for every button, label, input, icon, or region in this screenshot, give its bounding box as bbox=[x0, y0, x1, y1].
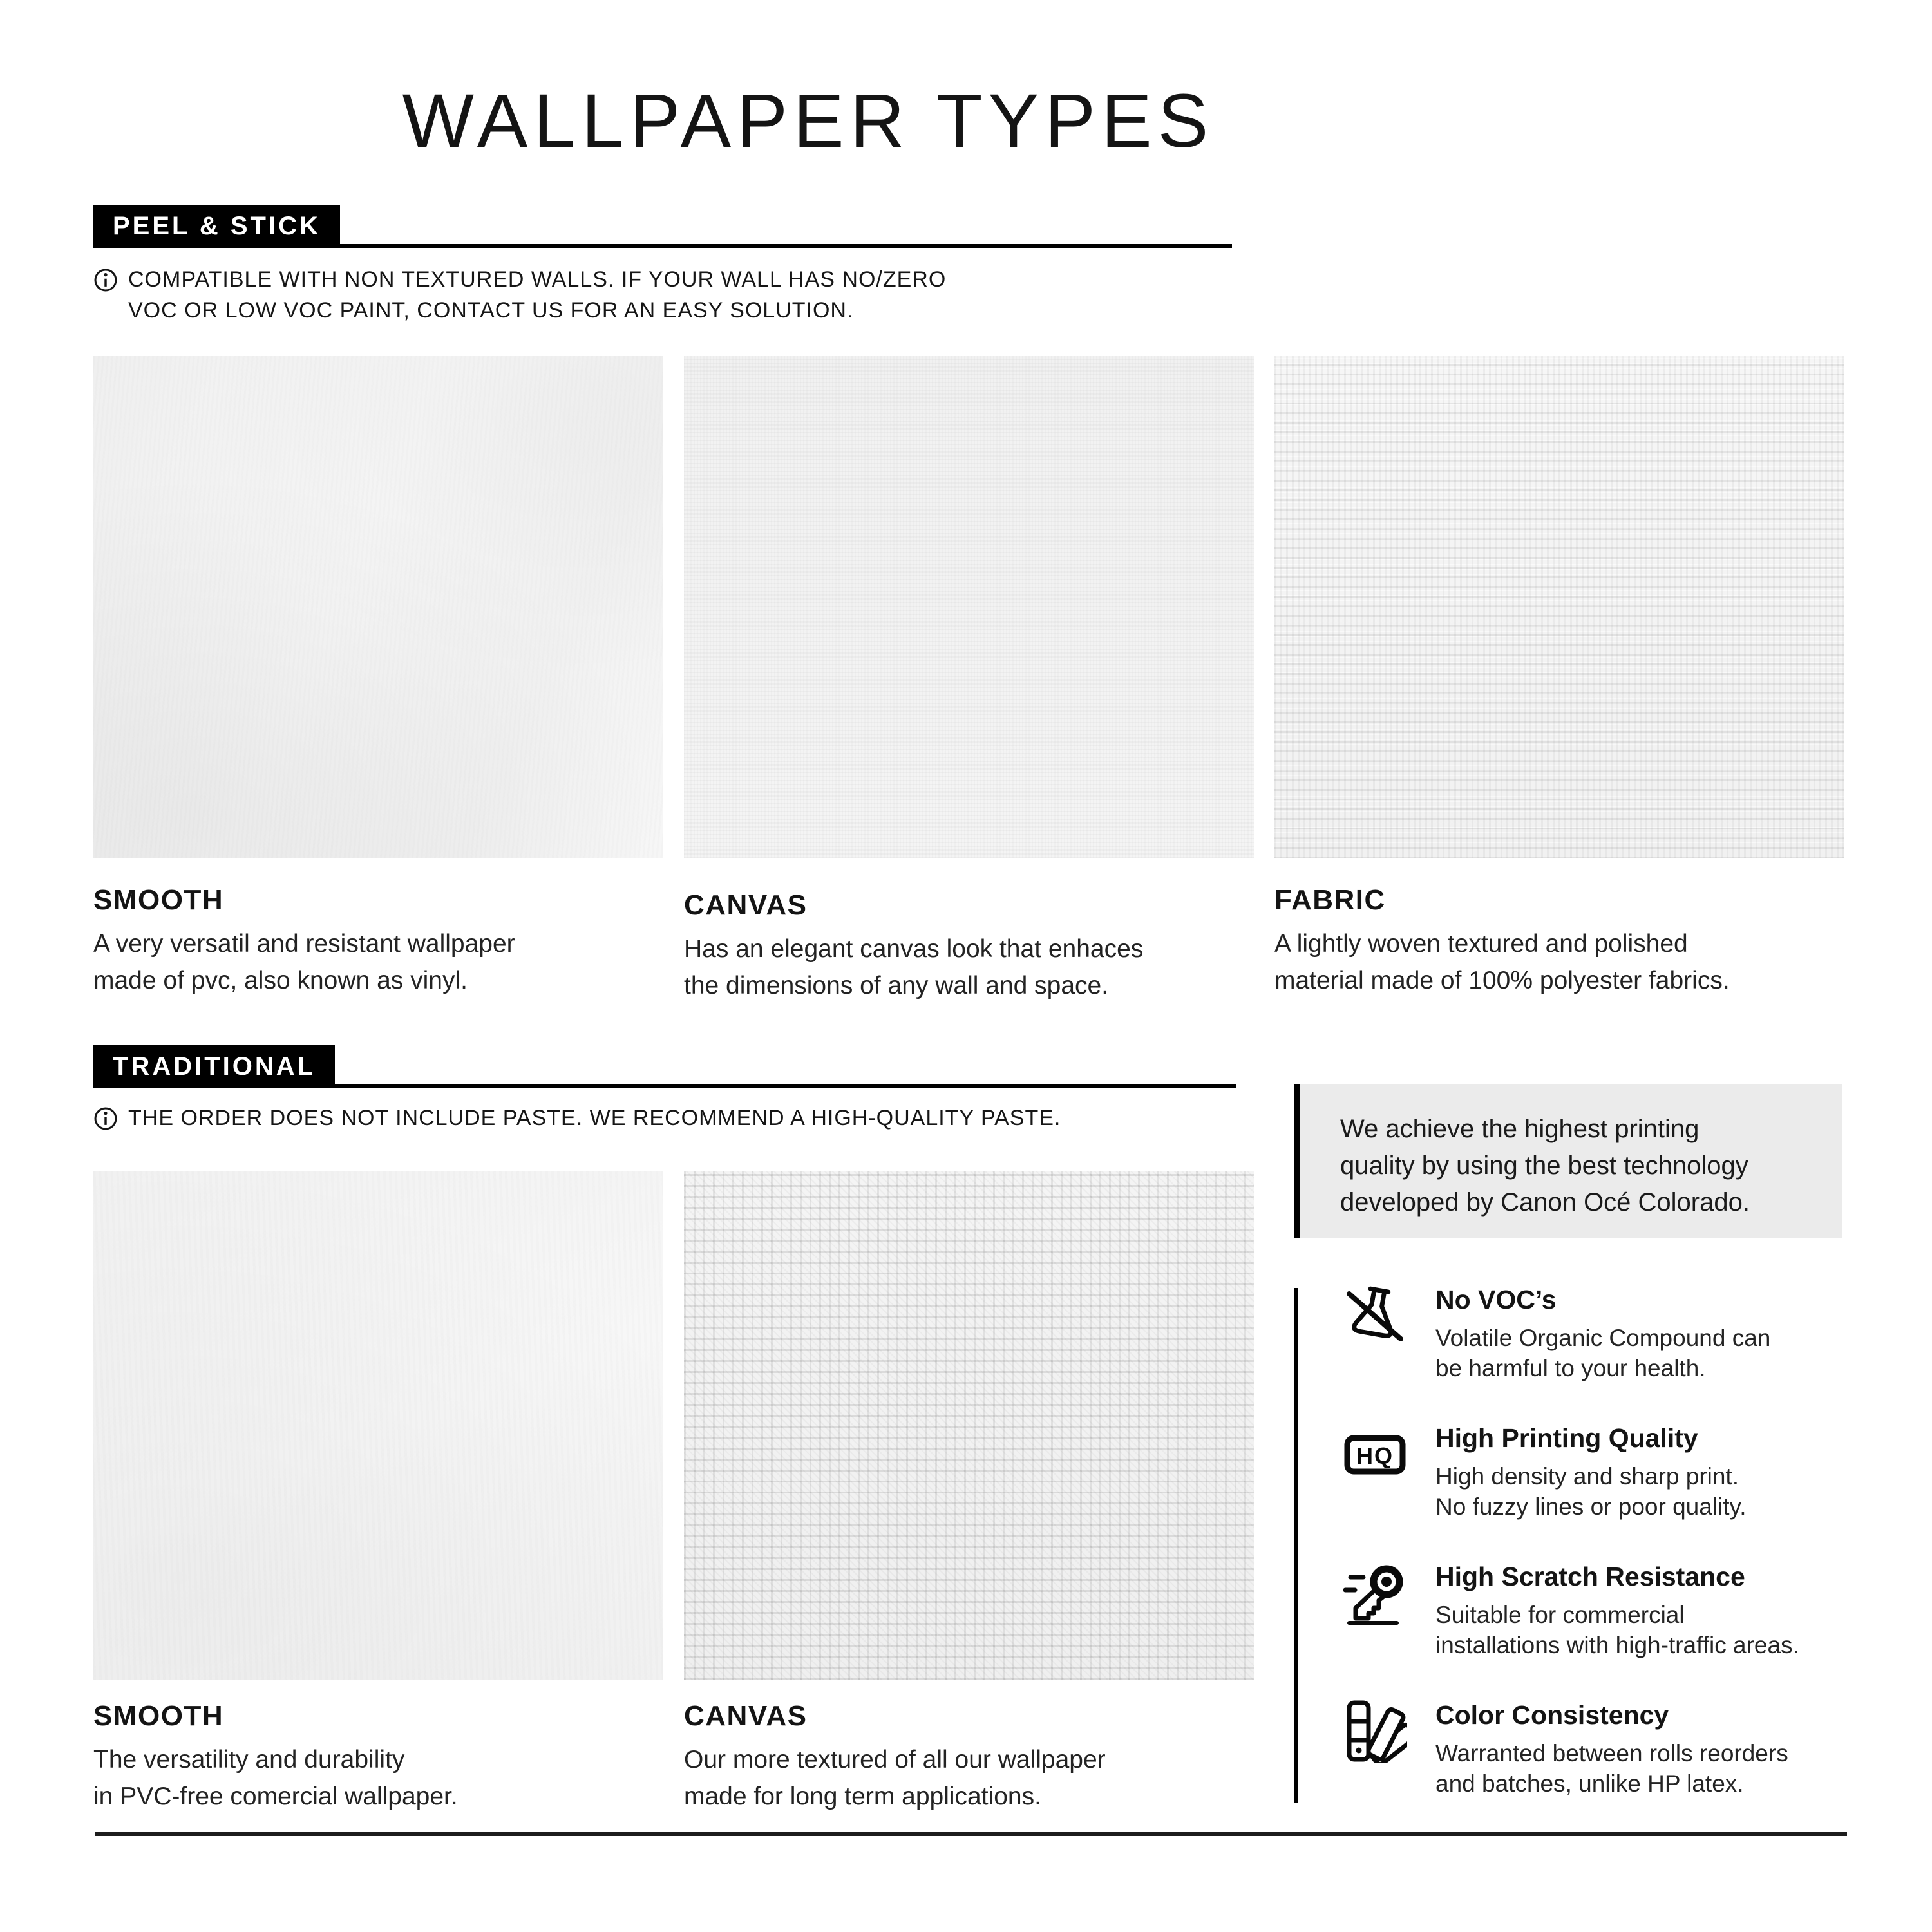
swatch-description bbox=[684, 931, 1254, 1004]
desc-line: made for long term applications. bbox=[684, 1783, 1041, 1810]
swatch-description bbox=[684, 1741, 1254, 1815]
quality-note-line: quality by using the best technology bbox=[1340, 1151, 1748, 1180]
quality-note-line: developed by Canon Océ Colorado. bbox=[1340, 1188, 1750, 1217]
peel-stick-section-header bbox=[93, 205, 1232, 248]
feature-title: Color Consistency bbox=[1435, 1700, 1669, 1730]
swatch-name: CANVAS bbox=[684, 889, 808, 921]
features-divider-line bbox=[1294, 1288, 1298, 1803]
desc-line: material made of 100% polyester fabrics. bbox=[1274, 967, 1730, 994]
desc-line: No fuzzy lines or poor quality. bbox=[1435, 1493, 1747, 1520]
feature-description bbox=[1435, 1461, 1747, 1522]
info-icon bbox=[93, 268, 118, 326]
smooth-texture-image bbox=[93, 356, 663, 858]
svg-text:HQ: HQ bbox=[1356, 1443, 1394, 1469]
desc-line: installations with high-traffic areas. bbox=[1435, 1632, 1799, 1658]
swatch-column-smooth bbox=[93, 356, 663, 1004]
traditional-note-text bbox=[128, 1103, 1061, 1133]
quality-note-line: We achieve the highest printing bbox=[1340, 1115, 1700, 1143]
desc-line: The versatility and durability bbox=[93, 1746, 405, 1774]
feature-high-scratch-resistance bbox=[1343, 1560, 1877, 1660]
desc-line: Has an elegant canvas look that enhaces bbox=[684, 935, 1144, 963]
traditional-label: TRADITIONAL bbox=[93, 1045, 335, 1088]
feature-title: No VOC’s bbox=[1435, 1285, 1557, 1314]
footer-divider-line bbox=[95, 1832, 1847, 1836]
note-line: COMPATIBLE WITH NON TEXTURED WALLS. IF YOUR WALL HAS NO/ZERO bbox=[128, 267, 947, 292]
no-voc-flask-icon bbox=[1343, 1283, 1407, 1348]
desc-line: the dimensions of any wall and space. bbox=[684, 972, 1109, 999]
feature-text bbox=[1435, 1699, 1788, 1799]
swatch-description bbox=[93, 925, 663, 999]
swatch-description bbox=[1274, 925, 1844, 999]
traditional-section-header bbox=[93, 1045, 1236, 1088]
traditional-swatch-grid bbox=[93, 1171, 1254, 1815]
hq-badge-icon bbox=[1343, 1422, 1407, 1486]
scratch-key-icon bbox=[1343, 1560, 1407, 1625]
feature-title: High Printing Quality bbox=[1435, 1423, 1698, 1453]
feature-title: High Scratch Resistance bbox=[1435, 1562, 1745, 1591]
traditional-note bbox=[93, 1103, 1188, 1133]
note-line: THE ORDER DOES NOT INCLUDE PASTE. WE RECOMMEND A HIGH-QUALITY PASTE. bbox=[128, 1106, 1061, 1130]
desc-line: Suitable for commercial bbox=[1435, 1602, 1685, 1628]
feature-text bbox=[1435, 1560, 1799, 1660]
canvas-texture-image bbox=[684, 356, 1254, 858]
page-title: WALLPAPER TYPES bbox=[402, 79, 1215, 164]
desc-line: be harmful to your health. bbox=[1435, 1355, 1706, 1381]
feature-description bbox=[1435, 1738, 1788, 1799]
feature-description bbox=[1435, 1323, 1770, 1383]
color-swatchbook-icon bbox=[1343, 1699, 1407, 1763]
swatch-column-smooth bbox=[93, 1171, 663, 1815]
swatch-description bbox=[93, 1741, 663, 1815]
feature-text bbox=[1435, 1283, 1770, 1383]
swatch-column-canvas bbox=[684, 1171, 1254, 1815]
desc-line: and batches, unlike HP latex. bbox=[1435, 1770, 1744, 1797]
desc-line: High density and sharp print. bbox=[1435, 1463, 1739, 1490]
swatch-name: SMOOTH bbox=[93, 884, 224, 916]
peel-stick-note bbox=[93, 264, 1188, 326]
desc-line: in PVC-free comercial wallpaper. bbox=[93, 1783, 458, 1810]
desc-line: A lightly woven textured and polished bbox=[1274, 930, 1688, 958]
smooth-texture-image bbox=[93, 1171, 663, 1680]
peel-stick-swatch-grid bbox=[93, 356, 1844, 1004]
fabric-texture-image bbox=[1274, 356, 1844, 858]
peel-stick-note-text bbox=[128, 264, 946, 326]
features-list bbox=[1343, 1283, 1877, 1837]
feature-high-printing-quality bbox=[1343, 1422, 1877, 1522]
swatch-name: SMOOTH bbox=[93, 1700, 224, 1732]
canvas-texture-image bbox=[684, 1171, 1254, 1680]
desc-line: Warranted between rolls reorders bbox=[1435, 1740, 1788, 1766]
info-icon bbox=[93, 1106, 118, 1133]
desc-line: Our more textured of all our wallpaper bbox=[684, 1746, 1106, 1774]
swatch-name: FABRIC bbox=[1274, 884, 1386, 916]
swatch-column-canvas bbox=[684, 356, 1254, 1004]
swatch-name: CANVAS bbox=[684, 1700, 808, 1732]
note-line: VOC OR LOW VOC PAINT, CONTACT US FOR AN EASY SOLUTION. bbox=[128, 298, 854, 323]
desc-line: A very versatil and resistant wallpaper bbox=[93, 930, 515, 958]
desc-line: made of pvc, also known as vinyl. bbox=[93, 967, 468, 994]
peel-stick-label: PEEL & STICK bbox=[93, 205, 340, 248]
printing-quality-note-box bbox=[1294, 1084, 1842, 1238]
swatch-column-fabric bbox=[1274, 356, 1844, 1004]
feature-no-vocs bbox=[1343, 1283, 1877, 1383]
feature-text bbox=[1435, 1422, 1747, 1522]
feature-description bbox=[1435, 1600, 1799, 1660]
feature-color-consistency bbox=[1343, 1699, 1877, 1799]
desc-line: Volatile Organic Compound can bbox=[1435, 1325, 1771, 1351]
